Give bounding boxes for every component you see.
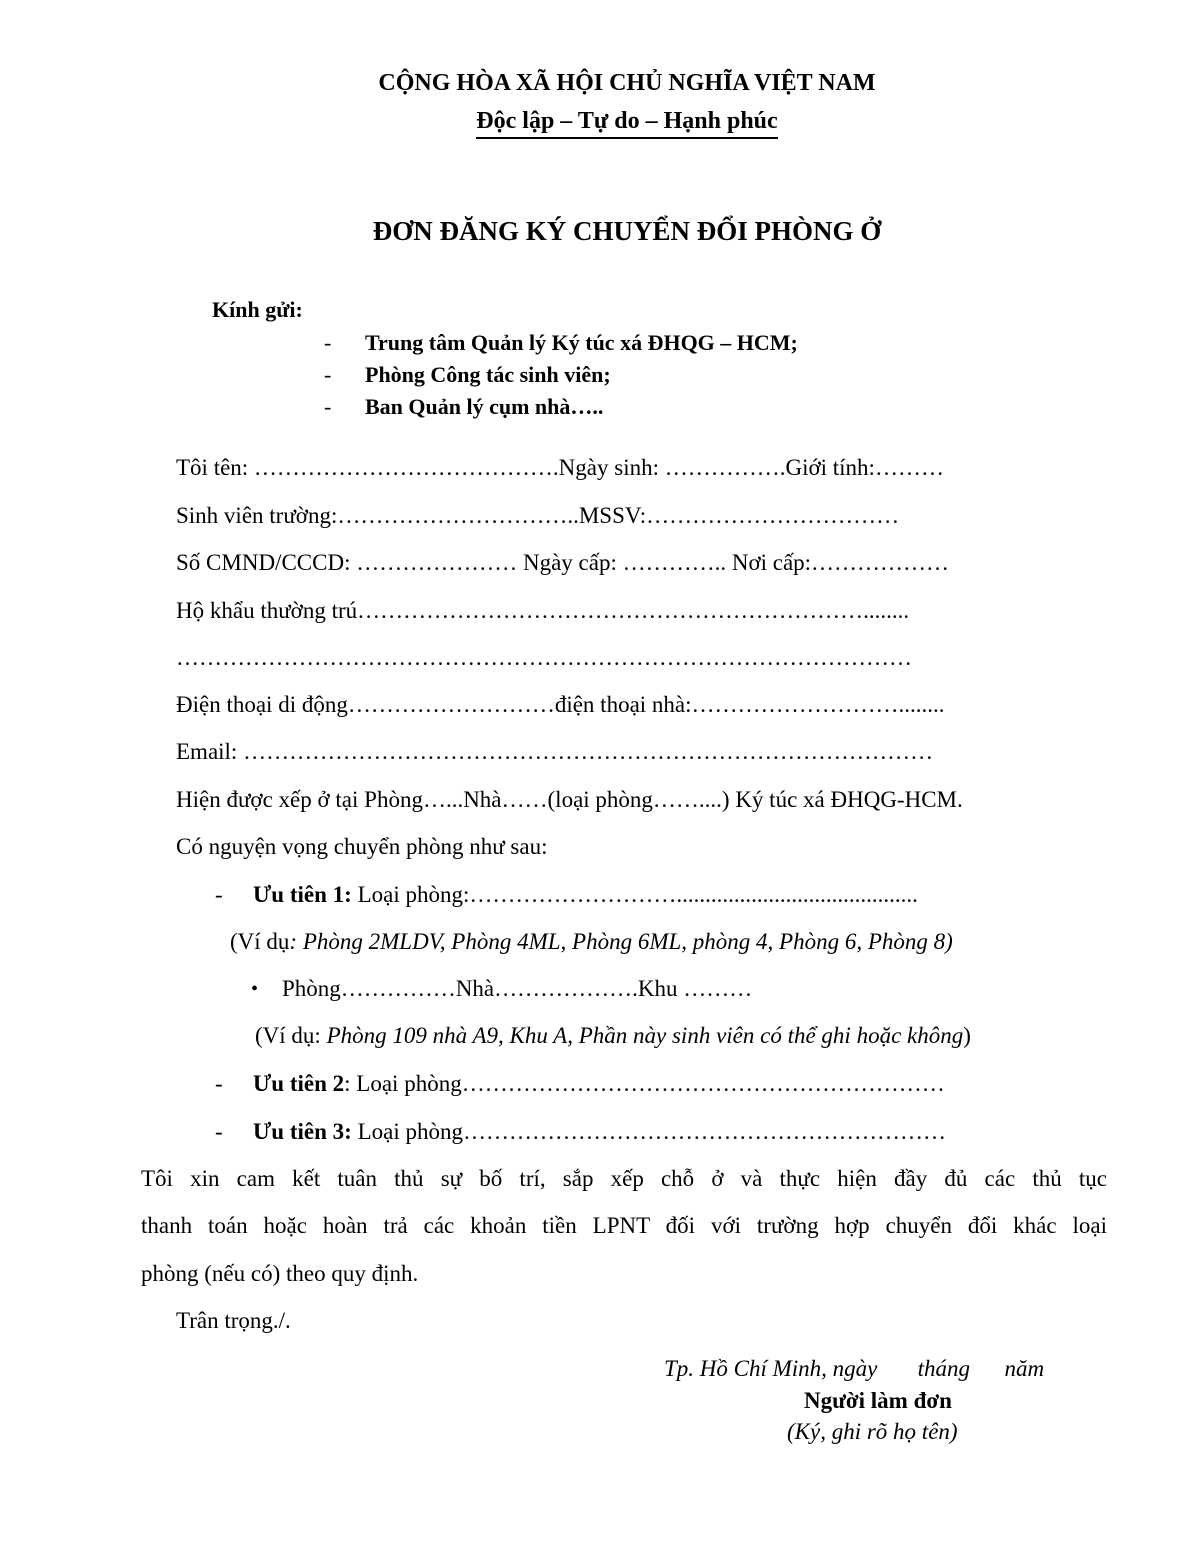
- priority-2-label: Ưu tiên 2: [253, 1071, 345, 1096]
- example-2-text: Phòng 109 nhà A9, Khu A, Phần này sinh viên có thể ghi hoặc không: [326, 1023, 964, 1048]
- priority-1-label: Ưu tiên 1:: [253, 882, 352, 907]
- closing-text: Trân trọng./.: [176, 1308, 291, 1333]
- example-1-prefix: (Ví dụ: [230, 929, 290, 954]
- recipient-dash: -: [324, 330, 332, 355]
- priority-3-label: Ưu tiên 3:: [253, 1119, 352, 1144]
- example-2-prefix: (Ví dụ:: [255, 1023, 327, 1048]
- field-school-student-id: Sinh viên trường:…………………………..MSSV:……………………………: [176, 503, 900, 528]
- priority-2-text: : Loại phòng………………………………………………………: [344, 1071, 945, 1096]
- national-motto: [0, 108, 1200, 139]
- example-2-suffix: ): [963, 1023, 971, 1048]
- commitment-line-3: phòng (nếu có) theo quy định.: [141, 1261, 419, 1286]
- priority-3-line: [253, 1119, 946, 1145]
- field-email: Email: ………………………………………………………………………………: [176, 739, 934, 764]
- recipient-item-2: Phòng Công tác sinh viên;: [365, 362, 611, 387]
- recipient-dash: -: [324, 394, 332, 419]
- priority-dash: -: [215, 1071, 223, 1096]
- recipients-label: Kính gửi:: [212, 297, 303, 322]
- example-2: [255, 1023, 971, 1049]
- signature-note: (Ký, ghi rõ họ tên): [787, 1419, 958, 1444]
- national-title: CỘNG HÒA XÃ HỘI CHỦ NGHĨA VIỆT NAM: [378, 70, 876, 96]
- priority-2-line: [253, 1071, 945, 1097]
- commitment-line-2: thanh toán hoặc hoàn trả các khoản tiền LPNT đối với trường hợp chuyển đổi khác loại: [141, 1213, 1107, 1238]
- priority-1-text: Loại phòng:………………………..........................................: [351, 882, 918, 907]
- signer-label: Người làm đơn: [804, 1388, 952, 1413]
- recipient-dash: -: [324, 362, 332, 387]
- commitment-line-1: Tôi xin cam kết tuân thủ sự bố trí, sắp xếp chỗ ở và thực hiện đầy đủ các thủ tục: [141, 1166, 1107, 1191]
- bullet-icon: •: [251, 978, 259, 1000]
- field-id-card: Số CMND/CCCD: ………………… Ngày cấp: ………….. Nơi cấp:………………: [176, 550, 950, 575]
- example-1: [230, 929, 953, 955]
- motto-text: Độc lập – Tự do – Hạnh phúc: [476, 108, 777, 139]
- priority-1-line: [253, 882, 918, 908]
- priority-3-text: Loại phòng………………………………………………………: [351, 1119, 946, 1144]
- field-name-dob-gender: Tôi tên: ………………………………….Ngày sinh: …………….Giới tính:………: [176, 455, 944, 480]
- recipient-item-3: Ban Quản lý cụm nhà…..: [365, 394, 604, 419]
- room-building-zone-line: Phòng……………Nhà……………….Khu ………: [282, 976, 753, 1001]
- recipient-item-1: Trung tâm Quản lý Ký túc xá ĐHQG – HCM;: [365, 330, 798, 355]
- field-address-continued: ……………………………………………………………………………………: [176, 645, 912, 670]
- priority-dash: -: [215, 1119, 223, 1144]
- field-wish-intro: Có nguyện vọng chuyển phòng như sau:: [176, 834, 548, 859]
- form-title: ĐƠN ĐĂNG KÝ CHUYỂN ĐỔI PHÒNG Ở: [372, 216, 882, 246]
- field-phone: Điện thoại di động………………………điện thoại nhà:………………………........: [176, 692, 945, 717]
- place-date: Tp. Hồ Chí Minh, ngày tháng năm: [664, 1356, 1045, 1381]
- example-1-text: : Phòng 2MLDV, Phòng 4ML, Phòng 6ML, phòng 4, Phòng 6, Phòng 8): [289, 929, 953, 954]
- field-current-room: Hiện được xếp ở tại Phòng…...Nhà……(loại phòng……....) Ký túc xá ĐHQG-HCM.: [176, 787, 963, 812]
- field-permanent-address: Hộ khẩu thường trú…………………………………………………………........: [176, 598, 910, 623]
- priority-dash: -: [215, 882, 223, 907]
